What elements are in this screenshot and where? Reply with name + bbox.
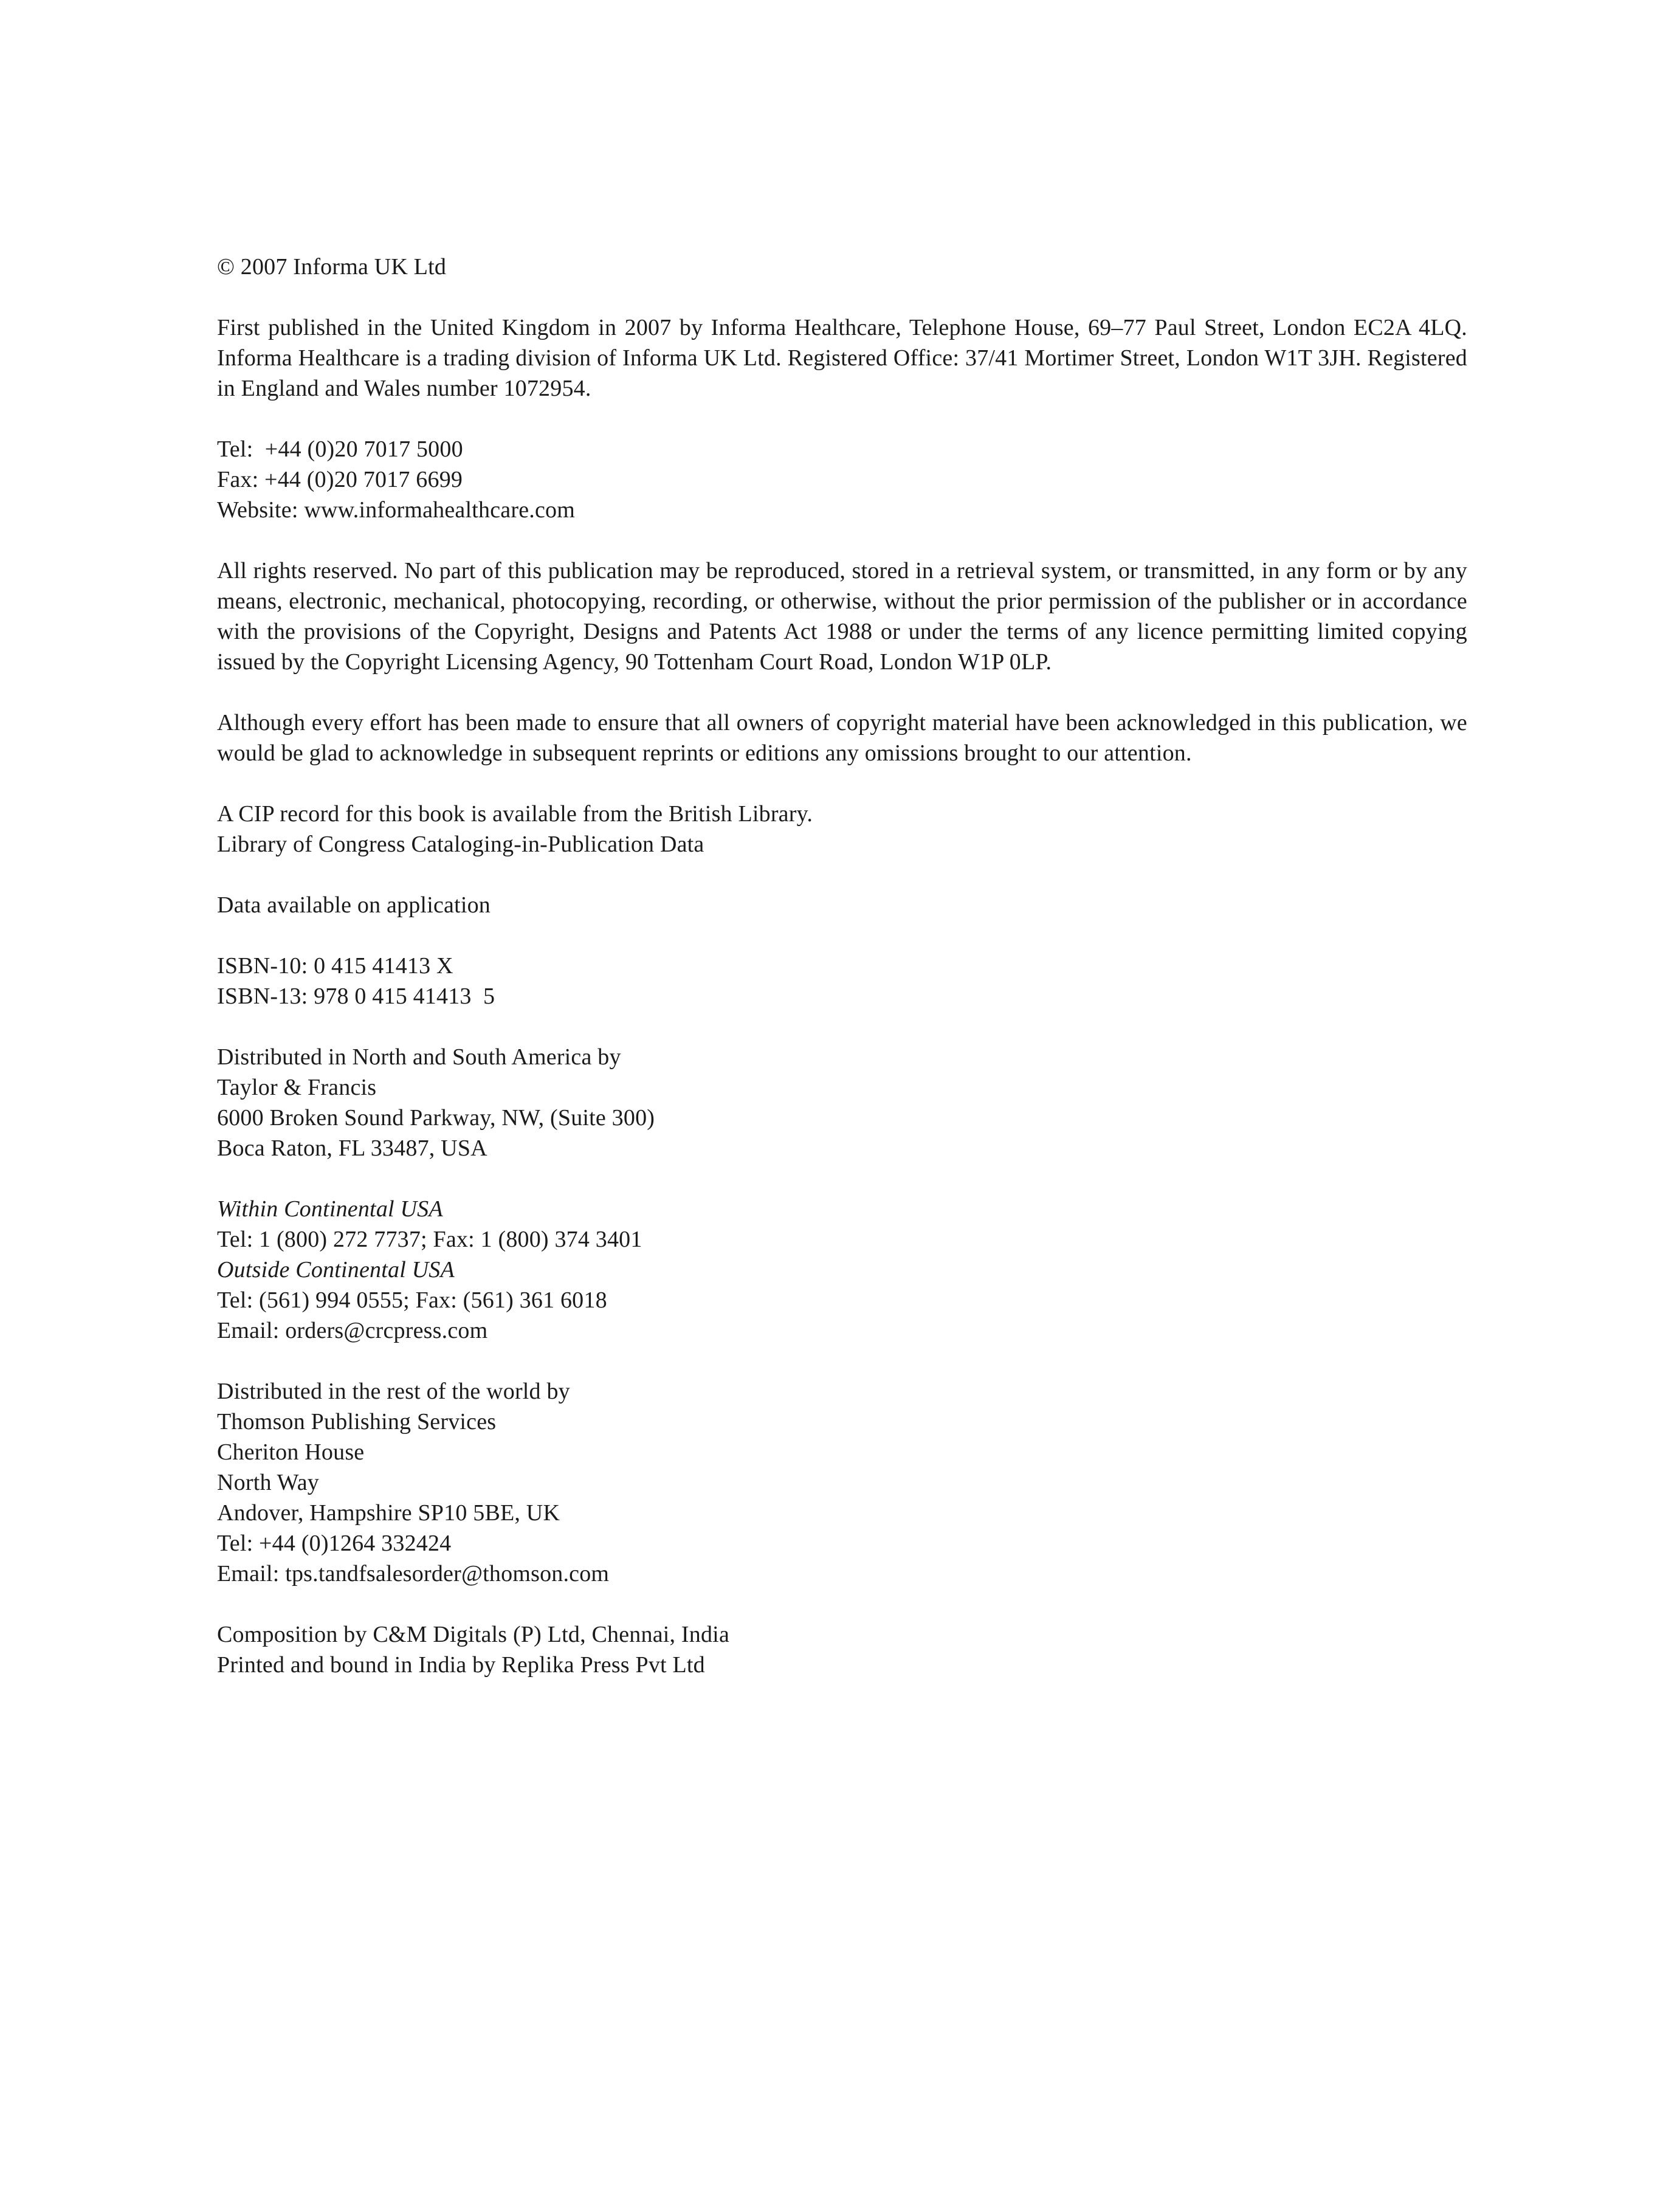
acknowledgement-paragraph: Although every effort has been made to ensure that all owners of copyright material have been acknowledged in this publication, we would be glad to acknowledge in subsequent reprints or editions any omissions brought to our attention.	[217, 710, 1467, 766]
world-distributor-way-line: North Way	[217, 1470, 319, 1495]
colophon-text-block	[217, 252, 1467, 1680]
printing-line: Printed and bound in India by Replika Press Pvt Ltd	[217, 1652, 705, 1678]
fax-line: Fax: +44 (0)20 7017 6699	[217, 467, 463, 492]
world-distributor-email-line: Email: tps.tandfsalesorder@thomson.com	[217, 1561, 610, 1586]
distribution-americas-block	[217, 1042, 1467, 1163]
publisher-contact-block	[217, 434, 1467, 525]
production-block	[217, 1619, 1467, 1680]
distribution-world-block	[217, 1376, 1467, 1589]
publisher-block	[217, 312, 1467, 404]
within-usa-phone-line: Tel: 1 (800) 272 7737; Fax: 1 (800) 374 3401	[217, 1227, 642, 1252]
cip-british-library-line: A CIP record for this book is available from the British Library.	[217, 801, 813, 827]
acknowledgement-block	[217, 708, 1467, 768]
data-available-line: Data available on application	[217, 892, 491, 918]
copyright-notice: © 2007 Informa UK Ltd	[217, 254, 447, 280]
distributor-city-line: Boca Raton, FL 33487, USA	[217, 1135, 487, 1161]
rights-paragraph: All rights reserved. No part of this publication may be reproduced, stored in a retrieval system, or transmitted, in any form or by any means, electronic, mechanical, photocopying, recording, or otherwise, without the prior permission of the publisher or in accordance with the provisions of the Copyright, Designs and Patents Act 1988 or under the terms of any licence permitting limited copying issued by the Copyright Licensing Agency, 90 Tottenham Court Road, London W1P 0LP.	[217, 558, 1467, 675]
distribution-world-heading: Distributed in the rest of the world by	[217, 1379, 570, 1404]
world-distributor-name-line: Thomson Publishing Services	[217, 1409, 497, 1435]
publisher-paragraph: First published in the United Kingdom in 2007 by Informa Healthcare, Telephone House, 69–77 Paul Street, London EC2A 4LQ. Informa Healthcare is a trading division of Informa UK Ltd. Registered Office: 37/41 Mortimer Street, London W1T 3JH. Registered in England and Wales number 1072954.	[217, 315, 1467, 401]
isbn10-line: ISBN-10: 0 415 41413 X	[217, 953, 453, 979]
world-distributor-tel-line: Tel: +44 (0)1264 332424	[217, 1531, 452, 1556]
distributor-name-line: Taylor & Francis	[217, 1075, 377, 1100]
website-line: Website: www.informahealthcare.com	[217, 497, 575, 523]
copyright-block	[217, 252, 1467, 282]
within-usa-label: Within Continental USA	[217, 1196, 443, 1222]
usa-contact-block	[217, 1194, 1467, 1346]
cip-library-of-congress-line: Library of Congress Cataloging-in-Publication Data	[217, 832, 704, 857]
outside-usa-phone-line: Tel: (561) 994 0555; Fax: (561) 361 6018	[217, 1287, 607, 1313]
isbn-block	[217, 951, 1467, 1011]
orders-email-line: Email: orders@crcpress.com	[217, 1318, 488, 1343]
world-distributor-house-line: Cheriton House	[217, 1439, 365, 1465]
rights-block	[217, 556, 1467, 677]
cip-block	[217, 799, 1467, 860]
isbn13-line: ISBN-13: 978 0 415 41413 5	[217, 984, 495, 1009]
data-available-block	[217, 890, 1467, 920]
distribution-americas-heading: Distributed in North and South America by	[217, 1044, 621, 1070]
outside-usa-label: Outside Continental USA	[217, 1257, 455, 1283]
tel-line: Tel: +44 (0)20 7017 5000	[217, 436, 463, 462]
composition-line: Composition by C&M Digitals (P) Ltd, Chennai, India	[217, 1622, 730, 1647]
world-distributor-city-line: Andover, Hampshire SP10 5BE, UK	[217, 1500, 560, 1526]
distributor-street-line: 6000 Broken Sound Parkway, NW, (Suite 300)	[217, 1105, 655, 1131]
